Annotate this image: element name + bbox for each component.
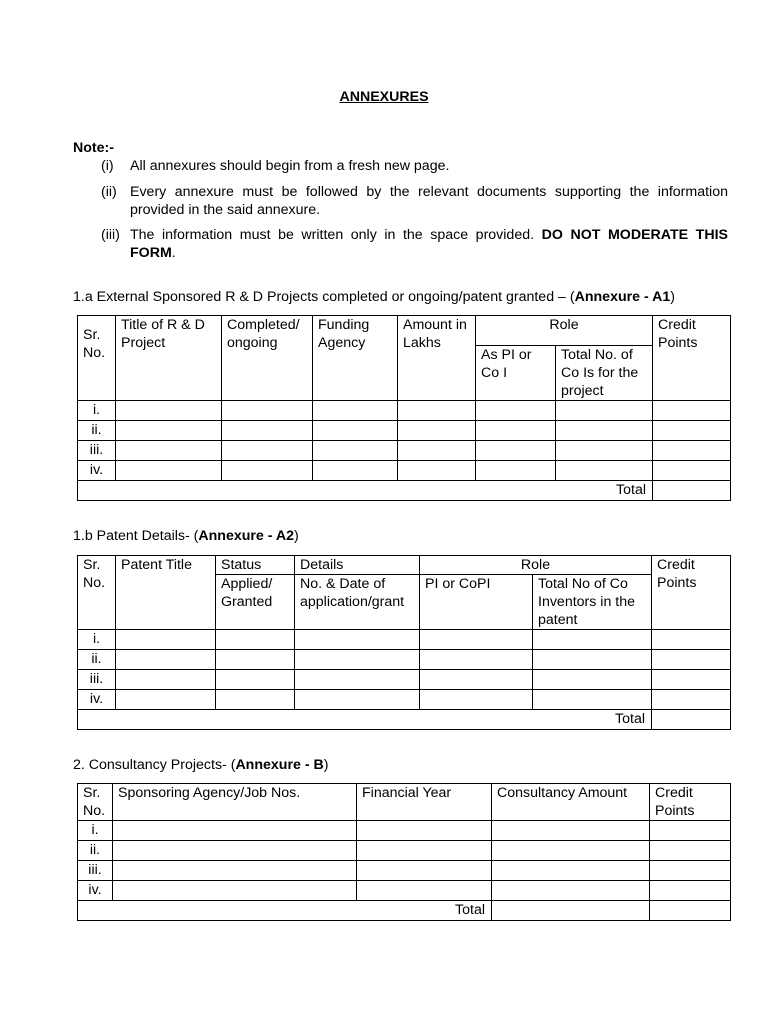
- header-year: Financial Year: [357, 784, 492, 821]
- row-number: iii.: [78, 670, 116, 690]
- header-role-total: Total No. of Co Is for the project: [556, 346, 653, 401]
- header-details: Details: [295, 556, 420, 575]
- total-row: [78, 481, 731, 501]
- table-row: [78, 881, 731, 901]
- header-status: Completed/ ongoing: [222, 316, 313, 401]
- header-amount: Amount in Lakhs: [398, 316, 476, 401]
- table-row: [78, 841, 731, 861]
- total-row: [78, 710, 731, 730]
- section-1b-annexure: Annexure - A2: [198, 528, 295, 544]
- table-row: [78, 401, 731, 421]
- header-title: Patent Title: [116, 556, 216, 630]
- note-number: (ii): [101, 184, 117, 200]
- header-role-total: Total No of Co Inventors in the patent: [533, 575, 652, 630]
- total-label: Total: [78, 901, 492, 921]
- table-row: [78, 461, 731, 481]
- row-number: i.: [78, 401, 116, 421]
- section-2-heading: [73, 757, 328, 773]
- row-number: ii.: [78, 650, 116, 670]
- header-credit: Credit Points: [650, 784, 731, 821]
- table-row: [78, 690, 731, 710]
- section-1b-heading: [73, 528, 299, 544]
- header-title: Title of R & D Project: [116, 316, 222, 401]
- note-number: (iii): [101, 227, 120, 243]
- section-1a-prefix: 1.a External Sponsored R & D Projects completed or ongoing/patent granted – (: [73, 289, 575, 305]
- header-role: Role: [476, 316, 653, 346]
- note-text: Every annexure must be followed by the relevant documents supporting the information provided in the said annexure.: [130, 184, 728, 218]
- table-row: [78, 441, 731, 461]
- section-2-suffix: ): [323, 757, 329, 773]
- total-value: [653, 481, 731, 501]
- note-text-plain: The information must be written only in the space provided.: [130, 227, 542, 243]
- row-number: iii.: [78, 441, 116, 461]
- total-label: Total: [78, 710, 652, 730]
- header-agency: Sponsoring Agency/Job Nos.: [113, 784, 357, 821]
- row-number: iv.: [78, 461, 116, 481]
- header-status: Status: [216, 556, 295, 575]
- header-status-sub: Applied/ Granted: [216, 575, 295, 630]
- table-row: [78, 861, 731, 881]
- table-2: [77, 783, 731, 921]
- table-1b: [77, 555, 731, 730]
- table-row: [78, 421, 731, 441]
- page-title: ANNEXURES: [339, 89, 429, 105]
- total-label: Total: [78, 481, 653, 501]
- table-row: [78, 821, 731, 841]
- note-text-bold: DO NOT MODERATE THIS FORM: [130, 227, 728, 261]
- table-row: [78, 650, 731, 670]
- table-1a: [77, 315, 731, 501]
- note-text-end: .: [171, 245, 176, 261]
- header-sr: Sr. No.: [78, 316, 116, 401]
- row-number: iii.: [78, 861, 113, 881]
- header-sr: Sr. No.: [78, 556, 116, 630]
- section-2-prefix: 2. Consultancy Projects- (: [73, 757, 236, 773]
- section-1b-suffix: ): [294, 528, 299, 544]
- header-role: Role: [420, 556, 652, 575]
- header-agency: Funding Agency: [313, 316, 398, 401]
- header-role-pi: As PI or Co I: [476, 346, 556, 401]
- table-row: [78, 670, 731, 690]
- note-text: [130, 226, 728, 262]
- header-role-pi: PI or CoPI: [420, 575, 533, 630]
- row-number: i.: [78, 821, 113, 841]
- section-1a-suffix: ): [670, 289, 675, 305]
- row-number: i.: [78, 630, 116, 650]
- header-credit: Credit Points: [653, 316, 731, 401]
- row-number: ii.: [78, 421, 116, 441]
- table-row: [78, 630, 731, 650]
- total-credit: [650, 901, 731, 921]
- section-1a-heading: [73, 289, 675, 305]
- total-value: [492, 901, 650, 921]
- total-row: [78, 901, 731, 921]
- note-heading: Note:-: [73, 140, 114, 156]
- total-value: [652, 710, 731, 730]
- note-text: All annexures should begin from a fresh new page.: [130, 158, 450, 174]
- header-credit: Credit Points: [652, 556, 731, 630]
- row-number: ii.: [78, 841, 113, 861]
- section-1a-annexure: Annexure - A1: [574, 289, 671, 305]
- header-details-sub: No. & Date of application/grant: [295, 575, 420, 630]
- header-amount: Consultancy Amount: [492, 784, 650, 821]
- section-2-annexure: Annexure - B: [235, 757, 324, 773]
- header-sr: Sr. No.: [78, 784, 113, 821]
- row-number: iv.: [78, 690, 116, 710]
- note-number: (i): [101, 158, 114, 174]
- row-number: iv.: [78, 881, 113, 901]
- section-1b-prefix: 1.b Patent Details- (: [73, 528, 199, 544]
